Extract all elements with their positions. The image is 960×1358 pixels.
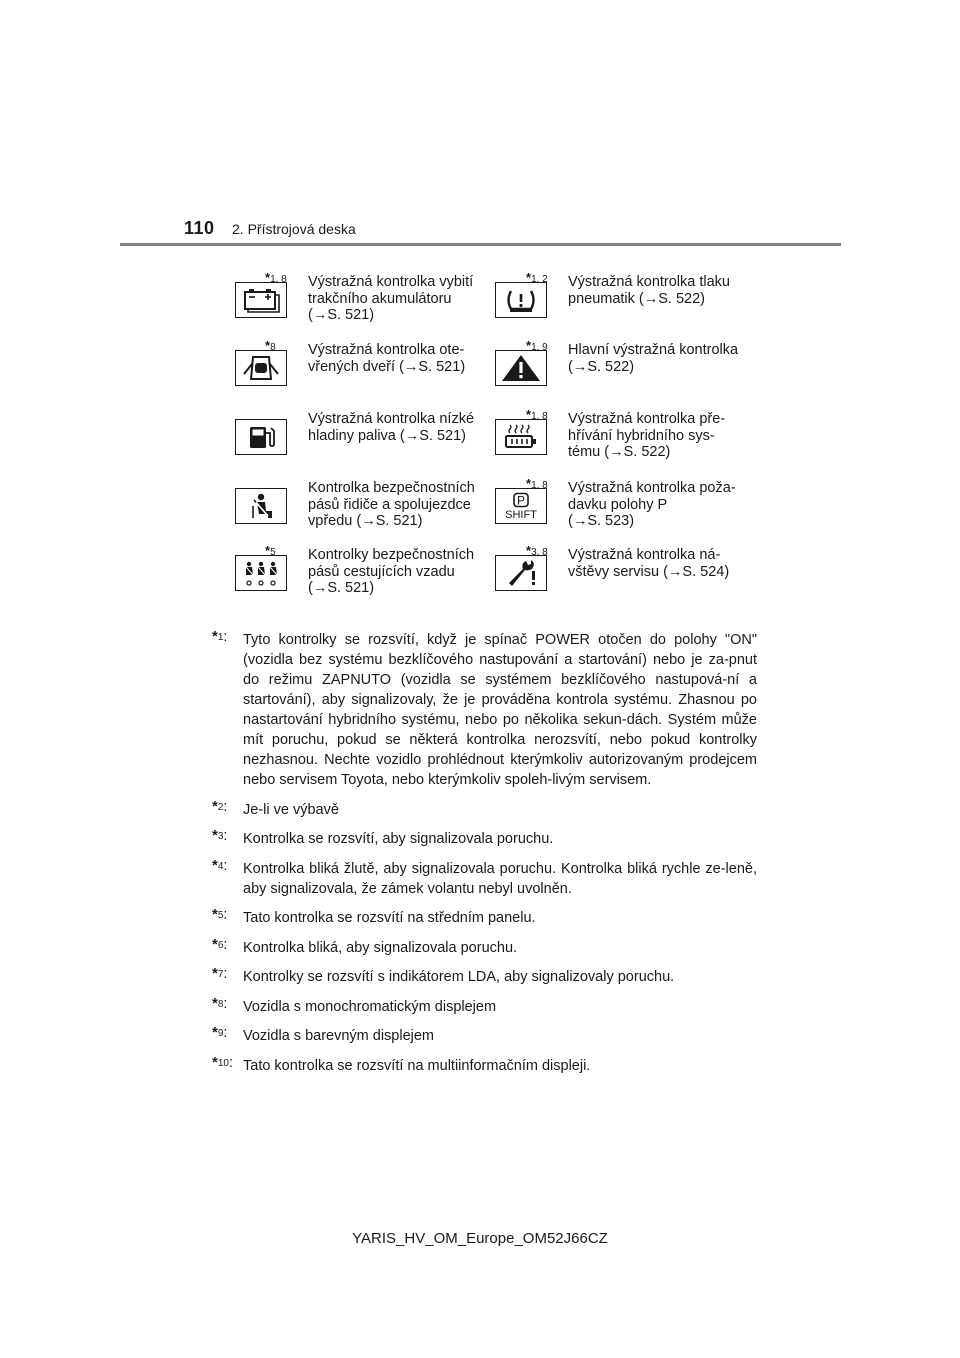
footnotes — [212, 630, 757, 1085]
p-shift-icon — [495, 488, 547, 524]
seatbelt-rear-icon — [235, 555, 287, 591]
footnote-marker: *$^{10}$: — [212, 1053, 233, 1071]
indicator-row — [235, 543, 495, 609]
indicator-description: Hlavní výstražná kontrolka (→S. 522) — [568, 342, 739, 375]
indicator-description: Výstražná kontrolka ote- vřených dveří (→S. 521) — [308, 342, 466, 375]
footnote — [212, 1026, 757, 1046]
footnote — [212, 967, 757, 987]
tire-pressure-icon — [495, 282, 547, 318]
indicator-description: Výstražná kontrolka nízké hladiny paliva (→S. 521) — [308, 411, 475, 444]
open-door-icon — [235, 350, 287, 386]
section-title: 2. Přístrojová deska — [232, 221, 356, 237]
indicator-footnote-ref: *1, 8 — [526, 407, 548, 422]
footnote — [212, 994, 757, 1017]
footnote-text: Vozidla s monochromatickým displejem — [243, 998, 497, 1015]
master-warning-icon — [495, 350, 547, 386]
footnote-text: Tyto kontrolky se rozsvítí, když je spínač POWER otočen do polohy "ON" (vozidla bez systému bezklíčového nastupování a startování) nebo je za-pnut do režimu ZAPNUTO (vozidla se systémem bezklíčového nastupová-ní a startování), aby signalizovaly, že je prováděna kontrola systému. Zhasnou po nastartování hybridního systému, nebo po několika sekun-dách. Systém může mít poruchu, pokud se některá kontrolka nerozsvítí, nebo pokud kontrolky nezhasnou. Nechte vozidlo prohlédnout kterýmkoliv autorizovaným prodejcem nebo servisem Toyota, nebo kterýmkoliv spoleh-livým servisem. — [243, 632, 757, 788]
indicator-description: Výstražná kontrolka vybití trakčního akumulátoru (→S. 521) — [308, 274, 474, 323]
indicator-description: Výstražná kontrolka pře- hřívání hybridního sys- tému (→S. 522) — [568, 411, 726, 460]
indicator-row — [495, 543, 755, 609]
service-reminder-icon — [495, 555, 547, 591]
indicator-row — [235, 476, 495, 542]
low-fuel-icon — [235, 419, 287, 455]
indicator-row — [235, 407, 495, 473]
indicator-footnote-ref: *1, 9 — [526, 338, 548, 353]
document-code: YARIS_HV_OM_Europe_OM52J66CZ — [352, 1230, 608, 1247]
indicator-description: Výstražná kontrolka tlaku pneumatik (→S. 522) — [568, 274, 730, 307]
indicator-row — [495, 270, 755, 336]
indicator-row — [235, 270, 495, 336]
indicator-footnote-ref: *1, 2 — [526, 270, 548, 285]
footnote-marker: *$^2$: — [212, 797, 228, 815]
footnote-marker: *$^4$: — [212, 856, 228, 874]
footnote-marker: *$^1$: — [212, 628, 228, 645]
indicator-description: Výstražná kontrolka poža- davku polohy P (→S. 523) — [568, 480, 736, 529]
indicator-footnote-ref: *3, 8 — [526, 543, 548, 558]
indicator-row — [495, 407, 755, 473]
indicator-footnote-ref: *1, 8 — [265, 270, 287, 285]
svg-text:SHIFT: SHIFT — [505, 509, 537, 520]
indicator-row — [235, 338, 495, 404]
footnote-marker: *$^3$: — [212, 827, 228, 844]
seatbelt-front-icon — [235, 488, 287, 524]
footnote — [212, 829, 757, 849]
indicator-description: Kontrolky bezpečnostních pásů cestujících vzadu (→S. 521) — [308, 547, 475, 596]
footnote-marker: *$^7$: — [212, 965, 228, 982]
footnote-marker: *$^8$: — [212, 994, 228, 1012]
footnote-marker: *$^6$: — [212, 935, 228, 953]
footnote-text: Je-li ve výbavě — [243, 801, 339, 818]
footnote — [212, 1053, 757, 1076]
footnote — [212, 630, 757, 790]
hybrid-overheat-icon — [495, 419, 547, 455]
footnote-text: Kontrolka bliká žlutě, aby signalizovala poruchu. Kontrolka bliká rychle ze-leně, aby signalizovala, že zámek volantu nebyl uvolněn. — [243, 860, 757, 897]
indicator-row — [495, 338, 755, 404]
footnote-text: Tato kontrolka se rozsvítí na středním panelu. — [243, 910, 536, 926]
footnote-text: Vozidla s barevným displejem — [243, 1028, 435, 1044]
footnote-marker: *$^9$: — [212, 1024, 228, 1041]
indicator-footnote-ref: *5 — [265, 543, 276, 558]
svg-text:P: P — [516, 493, 526, 508]
footnote — [212, 935, 757, 958]
indicator-description: Výstražná kontrolka ná- vštěvy servisu (→S. 524) — [568, 547, 730, 580]
page-number: 110 — [184, 218, 215, 238]
indicator-footnote-ref: *1, 8 — [526, 476, 548, 491]
footnote-text: Kontrolka se rozsvítí, aby signalizovala poruchu. — [243, 831, 554, 847]
footnote-text: Kontrolka bliká, aby signalizovala poruchu. — [243, 939, 518, 956]
footnote-marker: *$^5$: — [212, 906, 228, 923]
footnote-text: Tato kontrolka se rozsvítí na multiinformačním displeji. — [243, 1057, 591, 1074]
footnote — [212, 908, 757, 928]
header-divider — [120, 243, 841, 246]
footnote — [212, 797, 757, 820]
battery-charge-icon — [235, 282, 287, 318]
footnote — [212, 856, 757, 899]
footnote-text: Kontrolky se rozsvítí s indikátorem LDA, aby signalizovaly poruchu. — [243, 969, 675, 985]
indicator-footnote-ref: *8 — [265, 338, 276, 353]
indicator-row — [495, 476, 755, 542]
indicator-description: Kontrolka bezpečnostních pásů řidiče a spolujezdce vpředu (→S. 521) — [308, 480, 475, 529]
